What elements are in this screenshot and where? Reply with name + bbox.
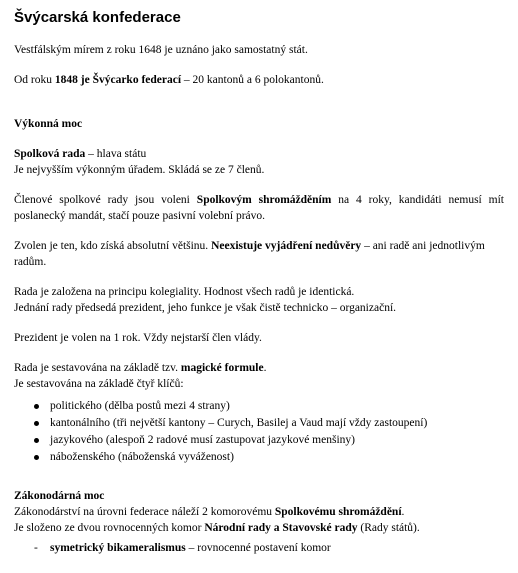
text-run: Je složeno ze dvou rovnocenných komor — [14, 522, 205, 534]
paragraph-council — [14, 146, 504, 178]
text-run: – rovnocenné postavení komor — [185, 542, 331, 554]
bullet-icon — [34, 438, 39, 443]
bold-run: 1848 je Švýcarko federací — [54, 74, 182, 86]
text-line: Jednání rady předsedá prezident, jeho funkce je však čistě technicko – organizační. — [14, 302, 397, 314]
text-run: – 20 kantonů a 6 polokantonů. — [181, 74, 324, 86]
dash-icon: - — [34, 542, 38, 554]
text-run: – ani radě ani jednotlivým radům. — [14, 240, 485, 268]
paragraph-president: Prezident je volen na 1 rok. Vždy nejstarší člen vlády. — [14, 332, 262, 344]
bullet-icon — [34, 421, 39, 426]
list-item — [34, 540, 504, 557]
list-item — [34, 432, 504, 449]
page-title: Švýcarská konfederace — [14, 9, 181, 26]
text-run: – hlava státu — [85, 148, 147, 160]
section-heading-executive: Výkonná moc — [14, 118, 83, 130]
section-heading-legislative: Zákonodárná moc — [14, 490, 105, 502]
bullet-icon — [34, 455, 39, 460]
list-item-text: náboženského (náboženská vyváženost) — [50, 451, 234, 463]
list-item — [34, 449, 504, 466]
text-run: Zákonodárství na úrovni federace náleží 2 komorovému — [14, 506, 275, 518]
text-run: Rada je sestavována na základě tzv. — [14, 362, 181, 374]
paragraph-legislative — [14, 504, 504, 536]
list-item-text: jazykového (alespoň 2 radové musí zastupovat jazykové menšiny) — [50, 434, 355, 446]
bold-run: Spolková rada — [14, 148, 86, 160]
text-run: . — [401, 506, 405, 518]
text-line: Je nejvyšším výkonným úřadem. Skládá se ze 7 členů. — [14, 164, 265, 176]
text-run: Členové spolkové rady jsou voleni — [14, 194, 197, 206]
text-run: na 4 roky, kandidáti nemusí mít poslanecký mandát, stačí pouze pasivní volební právo. — [14, 194, 504, 222]
paragraph-federation — [14, 72, 504, 88]
text-run: Od roku — [14, 74, 55, 86]
text-run: Zvolen je ten, kdo získá absolutní většinu. — [14, 240, 212, 252]
chambers-list — [14, 540, 504, 557]
list-item — [34, 398, 504, 415]
bold-run: symetrický bikameralismus — [50, 542, 186, 554]
text-run: . — [263, 362, 267, 374]
paragraph-elected — [14, 238, 504, 270]
paragraph-members — [14, 192, 504, 224]
paragraph-westphalia: Vestfálským mírem z roku 1648 je uznáno jako samostatný stát. — [14, 44, 308, 56]
list-item — [34, 415, 504, 432]
bold-run: Spolkovému shromáždění — [274, 506, 402, 518]
paragraph-formula — [14, 360, 504, 392]
list-item-text: kantonálního (tři největší kantony – Curych, Basilej a Vaud mají vždy zastoupení) — [50, 417, 428, 429]
text-line: Rada je založena na principu kolegiality. Hodnost všech radů je identická. — [14, 286, 355, 298]
bullet-icon — [34, 404, 39, 409]
text-line: Je sestavována na základě čtyř klíčů: — [14, 378, 184, 390]
bold-run: Neexistuje vyjádření nedůvěry — [211, 240, 362, 252]
keys-list — [14, 398, 504, 466]
bold-run: Spolkovým shromážděním — [196, 194, 332, 206]
list-item-text: politického (dělba postů mezi 4 strany) — [50, 400, 230, 412]
text-run: (Rady států). — [357, 522, 420, 534]
bold-run: Národní rady a Stavovské rady — [204, 522, 358, 534]
paragraph-collegial — [14, 284, 504, 316]
bold-run: magické formule — [180, 362, 264, 374]
